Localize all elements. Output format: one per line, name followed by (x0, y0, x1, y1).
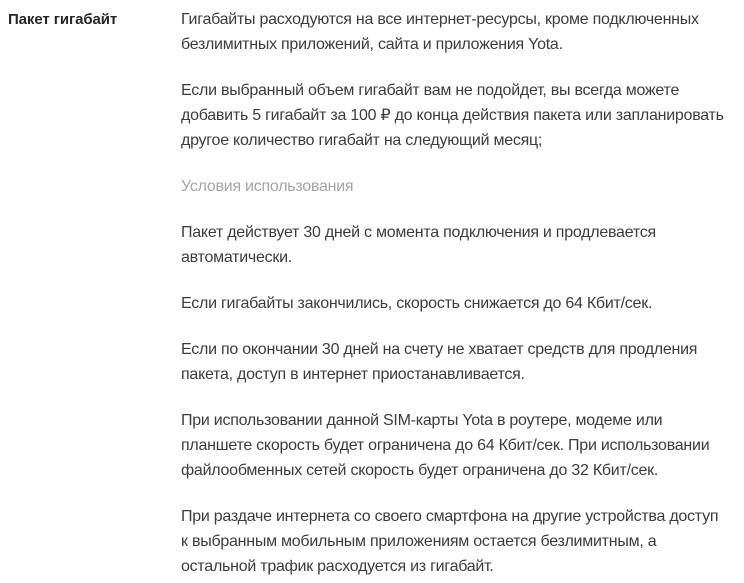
term-title: Пакет гигабайт (8, 11, 118, 28)
paragraph-sim-in-router: При использовании данной SIM-карты Yota в роутере, модеме или планшете скорость будет ограничена до 64 Кбит/сек. При использовании файлообменных сетей скорость будет ограничена до 32 Кбит/сек. (181, 412, 710, 479)
paragraph-gb-usage: Гигабайты расходуются на все интернет-ресурсы, кроме подключенных безлимитных приложений, сайта и приложения Yota. (181, 11, 699, 53)
paragraph-insufficient-funds: Если по окончании 30 дней на счету не хватает средств для продления пакета, доступ в интернет приостанавливается. (181, 341, 698, 383)
subheading-usage-terms: Условия использования (181, 178, 354, 195)
paragraph-package-duration: Пакет действует 30 дней с момента подключения и продлевается автоматически. (181, 224, 656, 266)
definition-text (181, 7, 726, 583)
paragraph-speed-after-gb: Если гигабайты закончились, скорость снижается до 64 Кбит/сек. (181, 295, 653, 312)
paragraph-add-gigabytes: Если выбранный объем гигабайт вам не подойдет, вы всегда можете добавить 5 гигабайт за 100 ₽ до конца действия пакета или запланировать другое количество гигабайт на следующий месяц; (181, 82, 724, 149)
paragraph-tethering: При раздаче интернета со своего смартфона на другие устройства доступ к выбранным мобильным приложениям остается безлимитным, а остальной трафик расходуется из гигабайт. (181, 508, 719, 575)
